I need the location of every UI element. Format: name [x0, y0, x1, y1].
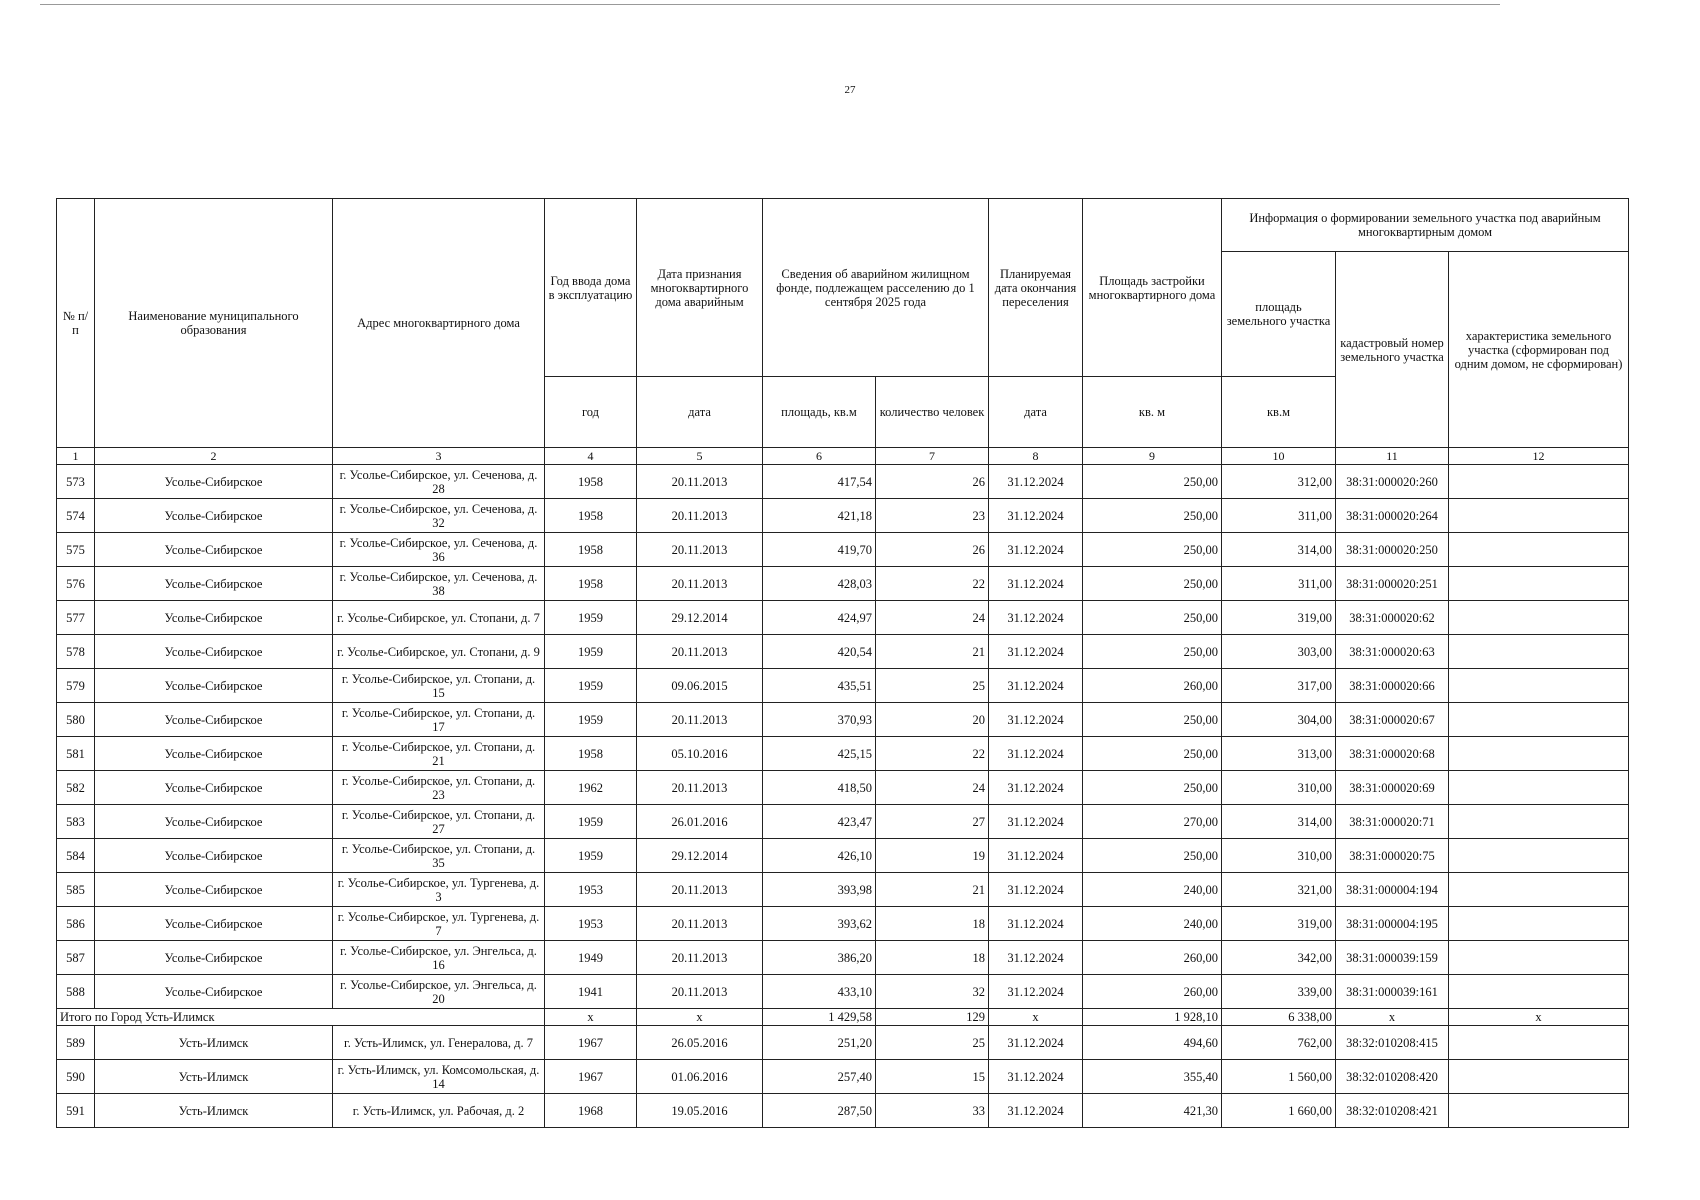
- subheader-people: количество человек: [876, 377, 989, 448]
- table-row: [57, 1060, 1629, 1094]
- people-cell: 24: [876, 601, 989, 635]
- total-people-cell: 129: [876, 1009, 989, 1026]
- cadastral-cell: 38:31:000020:75: [1336, 839, 1449, 873]
- year-cell: 1959: [545, 703, 637, 737]
- area-cell: 426,10: [763, 839, 876, 873]
- column-number: 3: [333, 448, 545, 465]
- table-body: [57, 465, 1629, 1128]
- land-char-cell: [1449, 703, 1629, 737]
- subheader-area: площадь, кв.м: [763, 377, 876, 448]
- planned-end-cell: 31.12.2024: [989, 737, 1083, 771]
- municipality-cell: Усолье-Сибирское: [95, 805, 333, 839]
- people-cell: 22: [876, 567, 989, 601]
- column-number: 8: [989, 448, 1083, 465]
- cadastral-cell: 38:31:000020:264: [1336, 499, 1449, 533]
- header-address: Адрес многоквартирного дома: [333, 199, 545, 448]
- year-cell: 1959: [545, 839, 637, 873]
- table-row: [57, 941, 1629, 975]
- year-cell: 1958: [545, 567, 637, 601]
- planned-end-cell: 31.12.2024: [989, 703, 1083, 737]
- table-row: [57, 533, 1629, 567]
- land-area-cell: 304,00: [1222, 703, 1336, 737]
- year-cell: 1953: [545, 873, 637, 907]
- address-cell: г. Усолье-Сибирское, ул. Сеченова, д. 32: [333, 499, 545, 533]
- municipality-cell: Усолье-Сибирское: [95, 601, 333, 635]
- built-area-cell: 250,00: [1083, 499, 1222, 533]
- header-planned-end: Планируемая дата окончания переселения: [989, 199, 1083, 377]
- header-land-char: характеристика земельного участка (сформирован под одним домом, не сформирован): [1449, 252, 1629, 448]
- row-number: 575: [57, 533, 95, 567]
- year-cell: 1959: [545, 635, 637, 669]
- cadastral-cell: 38:31:000020:68: [1336, 737, 1449, 771]
- housing-registry-table: [56, 198, 1629, 1128]
- recognized-date-cell: 20.11.2013: [637, 465, 763, 499]
- built-area-cell: 250,00: [1083, 839, 1222, 873]
- municipality-cell: Усолье-Сибирское: [95, 941, 333, 975]
- people-cell: 32: [876, 975, 989, 1009]
- row-number: 582: [57, 771, 95, 805]
- recognized-date-cell: 26.01.2016: [637, 805, 763, 839]
- address-cell: г. Усолье-Сибирское, ул. Стопани, д. 35: [333, 839, 545, 873]
- municipality-cell: Усолье-Сибирское: [95, 533, 333, 567]
- address-cell: г. Усолье-Сибирское, ул. Энгельса, д. 16: [333, 941, 545, 975]
- built-area-cell: 260,00: [1083, 669, 1222, 703]
- area-cell: 433,10: [763, 975, 876, 1009]
- year-cell: 1958: [545, 499, 637, 533]
- land-area-cell: 303,00: [1222, 635, 1336, 669]
- address-cell: г. Усолье-Сибирское, ул. Стопани, д. 23: [333, 771, 545, 805]
- built-area-cell: 250,00: [1083, 635, 1222, 669]
- people-cell: 20: [876, 703, 989, 737]
- built-area-cell: 250,00: [1083, 737, 1222, 771]
- municipality-cell: Усолье-Сибирское: [95, 669, 333, 703]
- municipality-cell: Усть-Илимск: [95, 1060, 333, 1094]
- table-row: [57, 907, 1629, 941]
- land-area-cell: 310,00: [1222, 771, 1336, 805]
- land-char-cell: [1449, 771, 1629, 805]
- area-cell: 435,51: [763, 669, 876, 703]
- address-cell: г. Усолье-Сибирское, ул. Стопани, д. 27: [333, 805, 545, 839]
- column-number: 11: [1336, 448, 1449, 465]
- land-area-cell: 339,00: [1222, 975, 1336, 1009]
- recognized-date-cell: 20.11.2013: [637, 567, 763, 601]
- built-area-cell: 260,00: [1083, 975, 1222, 1009]
- header-land-info: Информация о формировании земельного участка под аварийным многоквартирным домом: [1222, 199, 1629, 252]
- planned-end-cell: 31.12.2024: [989, 601, 1083, 635]
- planned-end-cell: 31.12.2024: [989, 499, 1083, 533]
- row-number: 584: [57, 839, 95, 873]
- municipality-cell: Усолье-Сибирское: [95, 635, 333, 669]
- people-cell: 25: [876, 669, 989, 703]
- recognized-date-cell: 19.05.2016: [637, 1094, 763, 1128]
- header-municipality: Наименование муниципального образования: [95, 199, 333, 448]
- planned-end-cell: 31.12.2024: [989, 1060, 1083, 1094]
- recognized-date-cell: 20.11.2013: [637, 771, 763, 805]
- planned-end-cell: 31.12.2024: [989, 635, 1083, 669]
- row-number: 588: [57, 975, 95, 1009]
- row-number: 577: [57, 601, 95, 635]
- recognized-date-cell: 20.11.2013: [637, 635, 763, 669]
- row-number: 590: [57, 1060, 95, 1094]
- municipality-cell: Усолье-Сибирское: [95, 465, 333, 499]
- row-number: 574: [57, 499, 95, 533]
- cadastral-cell: 38:31:000020:71: [1336, 805, 1449, 839]
- municipality-cell: Усть-Илимск: [95, 1026, 333, 1060]
- cadastral-cell: 38:31:000020:250: [1336, 533, 1449, 567]
- address-cell: г. Усолье-Сибирское, ул. Тургенева, д. 7: [333, 907, 545, 941]
- year-cell: 1967: [545, 1026, 637, 1060]
- column-number: 9: [1083, 448, 1222, 465]
- planned-end-cell: 31.12.2024: [989, 873, 1083, 907]
- recognized-date-cell: 05.10.2016: [637, 737, 763, 771]
- built-area-cell: 240,00: [1083, 907, 1222, 941]
- subheader-kvm: кв. м: [1083, 377, 1222, 448]
- total-built-cell: 1 928,10: [1083, 1009, 1222, 1026]
- address-cell: г. Усолье-Сибирское, ул. Стопани, д. 9: [333, 635, 545, 669]
- planned-end-cell: 31.12.2024: [989, 941, 1083, 975]
- municipality-cell: Усть-Илимск: [95, 1094, 333, 1128]
- total-cad-cell: x: [1336, 1009, 1449, 1026]
- recognized-date-cell: 20.11.2013: [637, 533, 763, 567]
- recognized-date-cell: 20.11.2013: [637, 873, 763, 907]
- recognized-date-cell: 20.11.2013: [637, 941, 763, 975]
- municipality-cell: Усолье-Сибирское: [95, 873, 333, 907]
- cadastral-cell: 38:31:000020:251: [1336, 567, 1449, 601]
- address-cell: г. Усолье-Сибирское, ул. Сеченова, д. 38: [333, 567, 545, 601]
- header-year-built: Год ввода дома в эксплуатацию: [545, 199, 637, 377]
- row-number: 587: [57, 941, 95, 975]
- area-cell: 425,15: [763, 737, 876, 771]
- municipality-cell: Усолье-Сибирское: [95, 975, 333, 1009]
- area-cell: 393,62: [763, 907, 876, 941]
- land-char-cell: [1449, 907, 1629, 941]
- land-area-cell: 313,00: [1222, 737, 1336, 771]
- table-row: [57, 635, 1629, 669]
- cadastral-cell: 38:31:000020:66: [1336, 669, 1449, 703]
- municipality-cell: Усолье-Сибирское: [95, 771, 333, 805]
- land-area-cell: 311,00: [1222, 567, 1336, 601]
- year-cell: 1959: [545, 601, 637, 635]
- cadastral-cell: 38:31:000004:195: [1336, 907, 1449, 941]
- row-number: 581: [57, 737, 95, 771]
- people-cell: 18: [876, 907, 989, 941]
- address-cell: г. Усолье-Сибирское, ул. Тургенева, д. 3: [333, 873, 545, 907]
- table-row: [57, 601, 1629, 635]
- row-number: 583: [57, 805, 95, 839]
- land-char-cell: [1449, 873, 1629, 907]
- built-area-cell: 250,00: [1083, 601, 1222, 635]
- municipality-cell: Усолье-Сибирское: [95, 839, 333, 873]
- year-cell: 1953: [545, 907, 637, 941]
- table-row: [57, 975, 1629, 1009]
- cadastral-cell: 38:31:000039:159: [1336, 941, 1449, 975]
- land-area-cell: 1 560,00: [1222, 1060, 1336, 1094]
- municipality-cell: Усолье-Сибирское: [95, 703, 333, 737]
- area-cell: 251,20: [763, 1026, 876, 1060]
- planned-end-cell: 31.12.2024: [989, 805, 1083, 839]
- built-area-cell: 270,00: [1083, 805, 1222, 839]
- year-cell: 1958: [545, 533, 637, 567]
- planned-end-cell: 31.12.2024: [989, 465, 1083, 499]
- land-char-cell: [1449, 805, 1629, 839]
- row-number: 589: [57, 1026, 95, 1060]
- land-char-cell: [1449, 941, 1629, 975]
- people-cell: 27: [876, 805, 989, 839]
- area-cell: 428,03: [763, 567, 876, 601]
- area-cell: 393,98: [763, 873, 876, 907]
- people-cell: 26: [876, 465, 989, 499]
- row-number: 579: [57, 669, 95, 703]
- column-number: 5: [637, 448, 763, 465]
- subheader-date: дата: [637, 377, 763, 448]
- land-area-cell: 319,00: [1222, 907, 1336, 941]
- table-row: [57, 499, 1629, 533]
- built-area-cell: 250,00: [1083, 533, 1222, 567]
- recognized-date-cell: 09.06.2015: [637, 669, 763, 703]
- area-cell: 423,47: [763, 805, 876, 839]
- year-cell: 1949: [545, 941, 637, 975]
- built-area-cell: 260,00: [1083, 941, 1222, 975]
- people-cell: 26: [876, 533, 989, 567]
- municipality-cell: Усолье-Сибирское: [95, 499, 333, 533]
- land-area-cell: 321,00: [1222, 873, 1336, 907]
- recognized-date-cell: 20.11.2013: [637, 975, 763, 1009]
- column-number: 10: [1222, 448, 1336, 465]
- column-number: 7: [876, 448, 989, 465]
- land-char-cell: [1449, 601, 1629, 635]
- column-number: 2: [95, 448, 333, 465]
- land-char-cell: [1449, 1026, 1629, 1060]
- total-date-cell: x: [637, 1009, 763, 1026]
- land-char-cell: [1449, 839, 1629, 873]
- land-area-cell: 310,00: [1222, 839, 1336, 873]
- total-row: [57, 1009, 1629, 1026]
- address-cell: г. Усолье-Сибирское, ул. Сеченова, д. 28: [333, 465, 545, 499]
- header-land-area: площадь земельного участка: [1222, 252, 1336, 377]
- area-cell: 287,50: [763, 1094, 876, 1128]
- people-cell: 24: [876, 771, 989, 805]
- address-cell: г. Усолье-Сибирское, ул. Стопани, д. 15: [333, 669, 545, 703]
- people-cell: 22: [876, 737, 989, 771]
- cadastral-cell: 38:32:010208:415: [1336, 1026, 1449, 1060]
- area-cell: 418,50: [763, 771, 876, 805]
- land-area-cell: 311,00: [1222, 499, 1336, 533]
- page-number: 27: [844, 84, 856, 96]
- built-area-cell: 494,60: [1083, 1026, 1222, 1060]
- subheader-date2: дата: [989, 377, 1083, 448]
- cadastral-cell: 38:31:000020:63: [1336, 635, 1449, 669]
- planned-end-cell: 31.12.2024: [989, 567, 1083, 601]
- year-cell: 1962: [545, 771, 637, 805]
- total-area-cell: 1 429,58: [763, 1009, 876, 1026]
- year-cell: 1958: [545, 737, 637, 771]
- scan-edge-line: [40, 4, 1500, 5]
- cadastral-cell: 38:32:010208:420: [1336, 1060, 1449, 1094]
- total-year-cell: x: [545, 1009, 637, 1026]
- built-area-cell: 250,00: [1083, 465, 1222, 499]
- area-cell: 420,54: [763, 635, 876, 669]
- planned-end-cell: 31.12.2024: [989, 975, 1083, 1009]
- land-char-cell: [1449, 567, 1629, 601]
- total-label: Итого по Город Усть-Илимск: [57, 1009, 545, 1026]
- address-cell: г. Усолье-Сибирское, ул. Сеченова, д. 36: [333, 533, 545, 567]
- area-cell: 421,18: [763, 499, 876, 533]
- address-cell: г. Усть-Илимск, ул. Рабочая, д. 2: [333, 1094, 545, 1128]
- area-cell: 257,40: [763, 1060, 876, 1094]
- land-char-cell: [1449, 465, 1629, 499]
- address-cell: г. Усть-Илимск, ул. Генералова, д. 7: [333, 1026, 545, 1060]
- planned-end-cell: 31.12.2024: [989, 1026, 1083, 1060]
- header-fund-info: Сведения об аварийном жилищном фонде, подлежащем расселению до 1 сентября 2025 года: [763, 199, 989, 377]
- built-area-cell: 421,30: [1083, 1094, 1222, 1128]
- year-cell: 1968: [545, 1094, 637, 1128]
- table-row: [57, 737, 1629, 771]
- land-area-cell: 314,00: [1222, 805, 1336, 839]
- built-area-cell: 240,00: [1083, 873, 1222, 907]
- planned-end-cell: 31.12.2024: [989, 669, 1083, 703]
- subheader-year: год: [545, 377, 637, 448]
- table-row: [57, 669, 1629, 703]
- cadastral-cell: 38:31:000039:161: [1336, 975, 1449, 1009]
- address-cell: г. Усолье-Сибирское, ул. Стопани, д. 17: [333, 703, 545, 737]
- land-char-cell: [1449, 499, 1629, 533]
- built-area-cell: 250,00: [1083, 567, 1222, 601]
- planned-end-cell: 31.12.2024: [989, 771, 1083, 805]
- total-end-cell: x: [989, 1009, 1083, 1026]
- people-cell: 21: [876, 873, 989, 907]
- recognized-date-cell: 29.12.2014: [637, 601, 763, 635]
- row-number: 576: [57, 567, 95, 601]
- address-cell: г. Усолье-Сибирское, ул. Энгельса, д. 20: [333, 975, 545, 1009]
- people-cell: 15: [876, 1060, 989, 1094]
- area-cell: 419,70: [763, 533, 876, 567]
- land-char-cell: [1449, 975, 1629, 1009]
- table-row: [57, 567, 1629, 601]
- people-cell: 23: [876, 499, 989, 533]
- table-row: [57, 1026, 1629, 1060]
- people-cell: 21: [876, 635, 989, 669]
- land-area-cell: 762,00: [1222, 1026, 1336, 1060]
- municipality-cell: Усолье-Сибирское: [95, 737, 333, 771]
- column-number: 4: [545, 448, 637, 465]
- municipality-cell: Усолье-Сибирское: [95, 907, 333, 941]
- people-cell: 19: [876, 839, 989, 873]
- area-cell: 370,93: [763, 703, 876, 737]
- column-number: 1: [57, 448, 95, 465]
- area-cell: 417,54: [763, 465, 876, 499]
- land-char-cell: [1449, 635, 1629, 669]
- recognized-date-cell: 20.11.2013: [637, 907, 763, 941]
- subheader-kvm2: кв.м: [1222, 377, 1336, 448]
- cadastral-cell: 38:31:000020:69: [1336, 771, 1449, 805]
- people-cell: 18: [876, 941, 989, 975]
- cadastral-cell: 38:31:000004:194: [1336, 873, 1449, 907]
- table-row: [57, 703, 1629, 737]
- recognized-date-cell: 29.12.2014: [637, 839, 763, 873]
- year-cell: 1959: [545, 805, 637, 839]
- land-char-cell: [1449, 1060, 1629, 1094]
- municipality-cell: Усолье-Сибирское: [95, 567, 333, 601]
- land-area-cell: 342,00: [1222, 941, 1336, 975]
- year-cell: 1959: [545, 669, 637, 703]
- address-cell: г. Усть-Илимск, ул. Комсомольская, д. 14: [333, 1060, 545, 1094]
- land-char-cell: [1449, 1094, 1629, 1128]
- year-cell: 1941: [545, 975, 637, 1009]
- address-cell: г. Усолье-Сибирское, ул. Стопани, д. 7: [333, 601, 545, 635]
- recognized-date-cell: 01.06.2016: [637, 1060, 763, 1094]
- table-row: [57, 465, 1629, 499]
- cadastral-cell: 38:31:000020:67: [1336, 703, 1449, 737]
- built-area-cell: 355,40: [1083, 1060, 1222, 1094]
- cadastral-cell: 38:31:000020:62: [1336, 601, 1449, 635]
- header-recognized: Дата признания многоквартирного дома аварийным: [637, 199, 763, 377]
- table-row: [57, 771, 1629, 805]
- land-char-cell: [1449, 533, 1629, 567]
- column-number: 12: [1449, 448, 1629, 465]
- header-built-area: Площадь застройки многоквартирного дома: [1083, 199, 1222, 377]
- built-area-cell: 250,00: [1083, 703, 1222, 737]
- land-char-cell: [1449, 669, 1629, 703]
- total-char-cell: x: [1449, 1009, 1629, 1026]
- year-cell: 1967: [545, 1060, 637, 1094]
- table-row: [57, 873, 1629, 907]
- planned-end-cell: 31.12.2024: [989, 907, 1083, 941]
- table-row: [57, 839, 1629, 873]
- recognized-date-cell: 26.05.2016: [637, 1026, 763, 1060]
- total-land-cell: 6 338,00: [1222, 1009, 1336, 1026]
- planned-end-cell: 31.12.2024: [989, 533, 1083, 567]
- land-area-cell: 317,00: [1222, 669, 1336, 703]
- row-number: 591: [57, 1094, 95, 1128]
- cadastral-cell: 38:32:010208:421: [1336, 1094, 1449, 1128]
- people-cell: 25: [876, 1026, 989, 1060]
- row-number: 585: [57, 873, 95, 907]
- recognized-date-cell: 20.11.2013: [637, 703, 763, 737]
- land-area-cell: 319,00: [1222, 601, 1336, 635]
- year-cell: 1958: [545, 465, 637, 499]
- land-area-cell: 1 660,00: [1222, 1094, 1336, 1128]
- header-num: № п/п: [57, 199, 95, 448]
- land-area-cell: 314,00: [1222, 533, 1336, 567]
- planned-end-cell: 31.12.2024: [989, 839, 1083, 873]
- row-number: 586: [57, 907, 95, 941]
- column-number-row: [57, 448, 1629, 465]
- recognized-date-cell: 20.11.2013: [637, 499, 763, 533]
- address-cell: г. Усолье-Сибирское, ул. Стопани, д. 21: [333, 737, 545, 771]
- built-area-cell: 250,00: [1083, 771, 1222, 805]
- table-row: [57, 805, 1629, 839]
- header-cadastral: кадастровый номер земельного участка: [1336, 252, 1449, 448]
- column-number: 6: [763, 448, 876, 465]
- land-char-cell: [1449, 737, 1629, 771]
- area-cell: 424,97: [763, 601, 876, 635]
- planned-end-cell: 31.12.2024: [989, 1094, 1083, 1128]
- table-row: [57, 1094, 1629, 1128]
- people-cell: 33: [876, 1094, 989, 1128]
- row-number: 573: [57, 465, 95, 499]
- row-number: 580: [57, 703, 95, 737]
- area-cell: 386,20: [763, 941, 876, 975]
- land-area-cell: 312,00: [1222, 465, 1336, 499]
- row-number: 578: [57, 635, 95, 669]
- cadastral-cell: 38:31:000020:260: [1336, 465, 1449, 499]
